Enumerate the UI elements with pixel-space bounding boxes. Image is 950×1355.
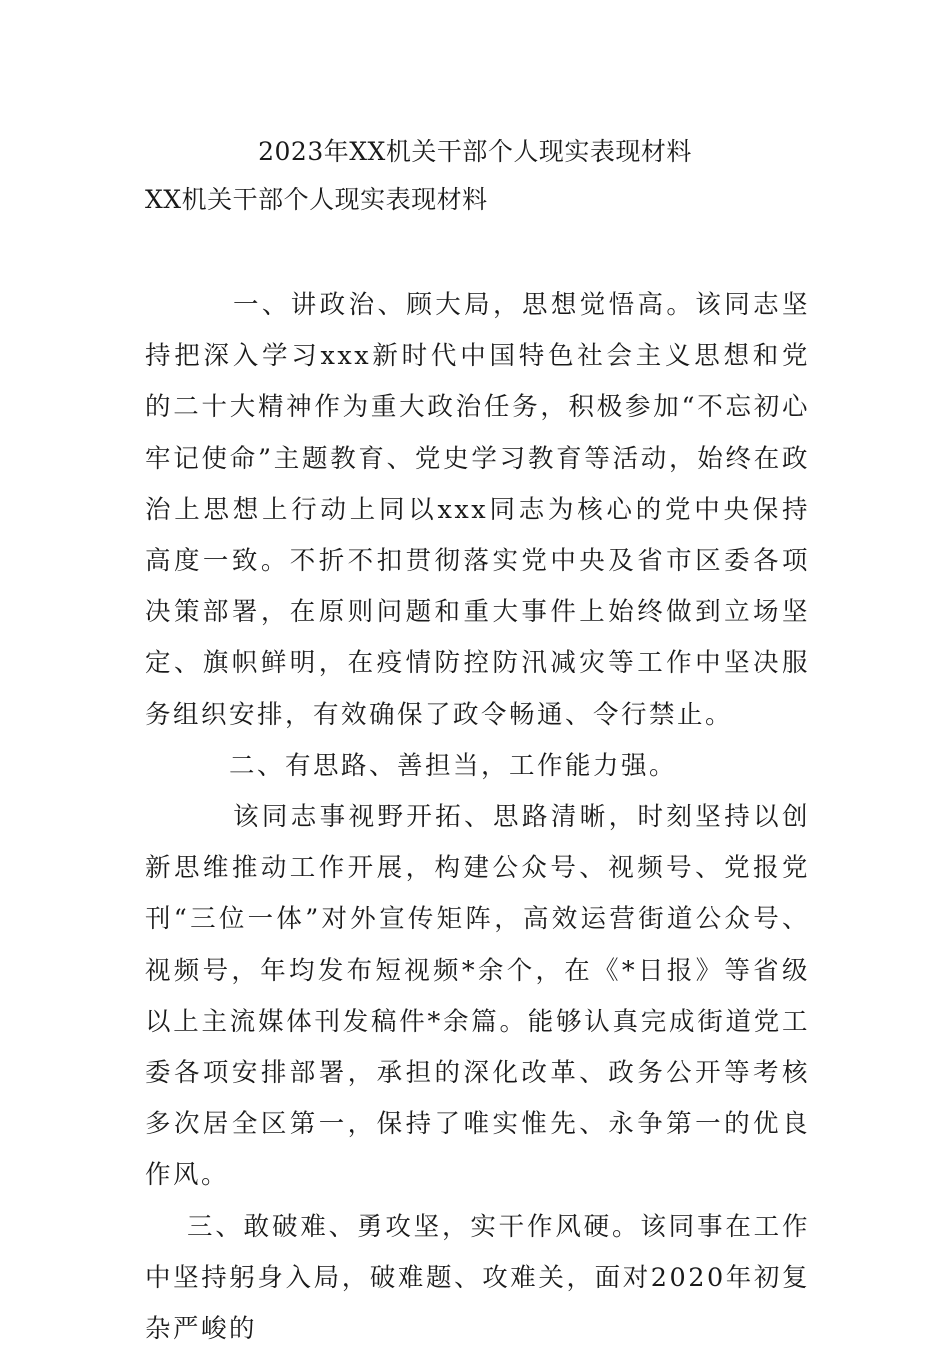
document-body [145,280,810,1355]
document-subtitle: XX机关干部个人现实表现材料 [145,185,488,214]
document-title: 2023年XX机关干部个人现实表现材料 [258,137,692,166]
paragraph-attack-difficulty: 三、敢破难、勇攻坚，实干作风硬。该同事在工作中坚持躬身入局，破难题、攻难关，面对2020年初复杂严峻的 [145,1211,810,1345]
paragraph-political: 一、讲政治、顾大局，思想觉悟高。该同志坚持把深入学习xxx新时代中国特色社会主义思想和党的二十大精神作为重大政治任务，积极参加“不忘初心 牢记使命”主题教育、党史学习教育等活动，始终在政治上思想上行动上同以xxx同志为核心的党中央保持高度一致。不折不扣贯彻落实党中央及省市区委各项决策部署，在原则问题和重大事件上始终做到立场坚定、旗帜鲜明，在疫情防控防汛减灾等工作中坚决服务组织安排，有效确保了政令畅通、令行禁止。 [145,290,810,730]
paragraph-heading-ability: 二、有思路、善担当，工作能力强。 [229,750,678,781]
paragraph-ability: 该同志事视野开拓、思路清晰，时刻坚持以创新思维推动工作开展，构建公众号、视频号、党报党刊“三位一体”对外宣传矩阵，高效运营街道公众号、视频号，年均发布短视频*余个，在《*日报》等省级以上主流媒体刊发稿件*余篇。能够认真完成街道党工委各项安排部署，承担的深化改革、政务公开等考核多次居全区第一，保持了唯实惟先、永争第一的优良作风。 [145,802,810,1191]
